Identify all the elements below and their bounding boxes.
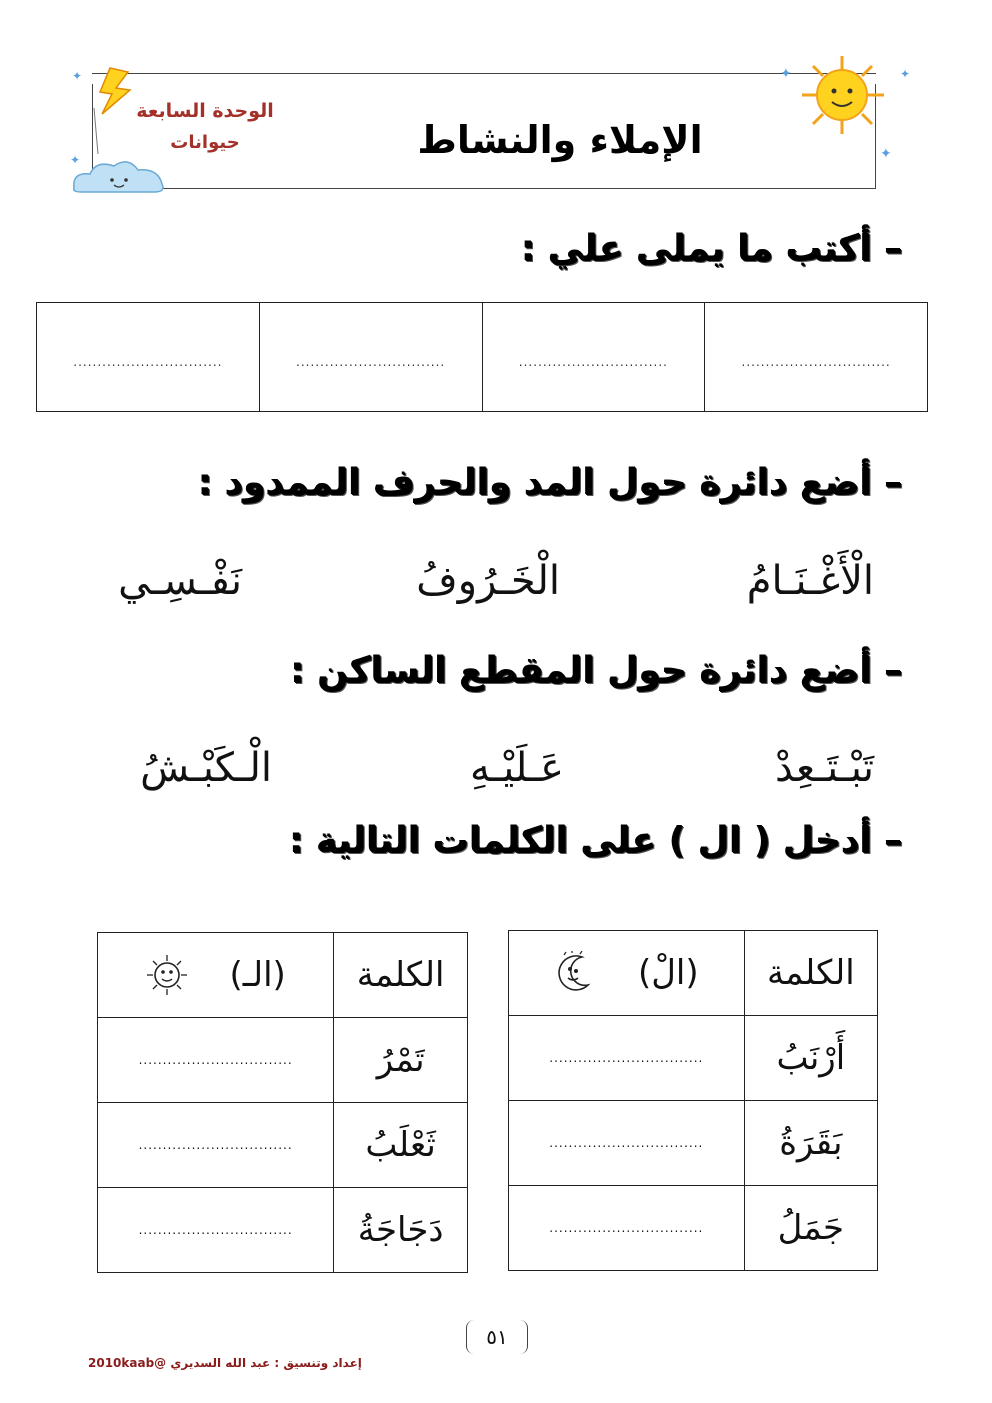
svg-text:✦: ✦ bbox=[70, 153, 81, 167]
answer-cell[interactable]: ................................ bbox=[98, 1103, 334, 1188]
moon-icon bbox=[554, 951, 598, 995]
answer-cell[interactable]: ................................ bbox=[509, 1016, 745, 1101]
section-title-al: – أدخل ( ال ) على الكلمات التالية : bbox=[288, 820, 902, 861]
sun-decoration-icon bbox=[780, 48, 920, 168]
table-header-row bbox=[509, 931, 878, 1016]
header-al: (الْ) bbox=[637, 953, 699, 993]
word-item[interactable]: نَفْـسِـي bbox=[118, 558, 242, 604]
lightning-cloud-icon bbox=[70, 58, 180, 198]
table-word: أَرْنَبُ bbox=[744, 1016, 877, 1101]
word-item[interactable]: تَبْـتَـعِدْ bbox=[774, 745, 874, 791]
table-row bbox=[509, 1186, 878, 1271]
answer-line: ............................... bbox=[741, 355, 891, 369]
answer-line: ............................... bbox=[518, 355, 668, 369]
answer-cell[interactable]: ................................ bbox=[509, 1186, 745, 1271]
dictation-box[interactable] bbox=[259, 303, 482, 411]
dictation-box[interactable] bbox=[482, 303, 705, 411]
word-item[interactable]: الْأَغْـنَـامُ bbox=[746, 558, 874, 604]
sun-letters-table bbox=[97, 932, 468, 1273]
answer-cell[interactable]: ................................ bbox=[98, 1018, 334, 1103]
header-al-cell bbox=[98, 933, 334, 1018]
page-number: ٥١ bbox=[466, 1320, 528, 1354]
table-word: تَمْرُ bbox=[334, 1018, 468, 1103]
answer-line: ............................... bbox=[296, 355, 446, 369]
section-title-madd: – أضع دائرة حول المد والحرف الممدود : bbox=[197, 462, 902, 503]
section-title-dictation: – أكتب ما يملى علي : bbox=[520, 228, 902, 269]
author-credit: إعداد وتنسيق : عبد الله السديري @2010kaab bbox=[88, 1356, 362, 1370]
svg-text:✦: ✦ bbox=[900, 67, 911, 81]
svg-text:✦: ✦ bbox=[780, 66, 792, 82]
header-word: الكلمة bbox=[744, 931, 877, 1016]
header-word: الكلمة bbox=[334, 933, 468, 1018]
svg-text:✦: ✦ bbox=[880, 146, 892, 162]
dictation-boxes bbox=[36, 302, 928, 412]
answer-cell[interactable]: ................................ bbox=[509, 1101, 745, 1186]
table-row bbox=[509, 1101, 878, 1186]
table-word: جَمَلُ bbox=[744, 1186, 877, 1271]
unit-title: الوحدة السابعة bbox=[136, 100, 274, 122]
table-row bbox=[509, 1016, 878, 1101]
header-al: (الـ) bbox=[229, 955, 286, 995]
unit-subtitle: حيوانات bbox=[170, 132, 240, 153]
word-item[interactable]: الْخَـرُوفُ bbox=[416, 558, 560, 604]
dictation-box[interactable] bbox=[37, 303, 259, 411]
page-title: الإملاء والنشاط bbox=[417, 118, 703, 162]
sun-icon bbox=[145, 953, 189, 997]
dictation-box[interactable] bbox=[704, 303, 927, 411]
table-row bbox=[98, 1018, 468, 1103]
table-word: بَقَرَةُ bbox=[744, 1101, 877, 1186]
answer-line: ............................... bbox=[73, 355, 223, 369]
table-row bbox=[98, 1103, 468, 1188]
word-item[interactable]: الْـكَبْـشُ bbox=[140, 745, 272, 791]
svg-text:✦: ✦ bbox=[72, 69, 83, 83]
table-header-row bbox=[98, 933, 468, 1018]
table-word: دَجَاجَةُ bbox=[334, 1188, 468, 1273]
moon-letters-table bbox=[508, 930, 878, 1271]
word-item[interactable]: عَـلَيْـهِ bbox=[469, 745, 564, 791]
section-title-sukun: – أضع دائرة حول المقطع الساكن : bbox=[290, 650, 902, 691]
header-al-cell bbox=[509, 931, 745, 1016]
table-word: ثَعْلَبُ bbox=[334, 1103, 468, 1188]
table-row bbox=[98, 1188, 468, 1273]
answer-cell[interactable]: ................................ bbox=[98, 1188, 334, 1273]
